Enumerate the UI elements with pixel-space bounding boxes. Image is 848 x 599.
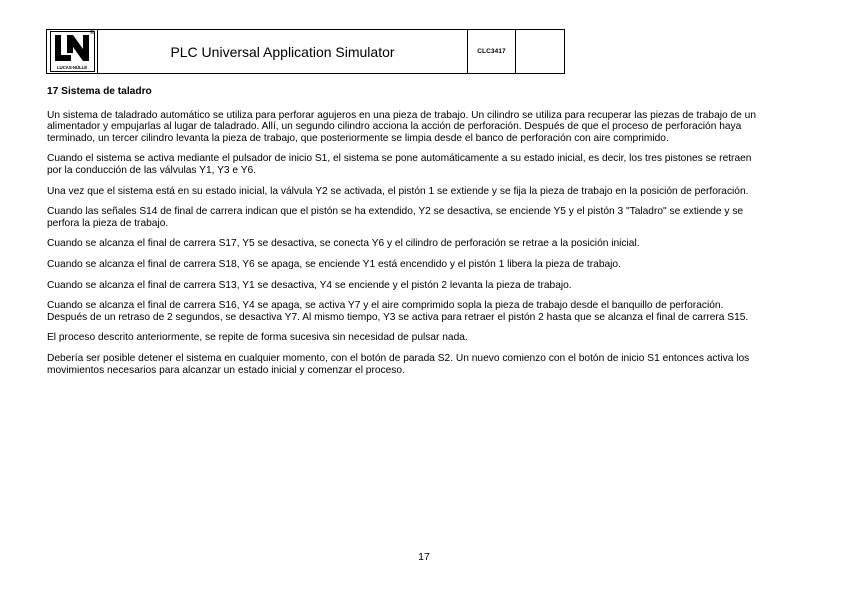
header-table [46, 29, 565, 74]
paragraph-s17: Cuando se alcanza el final de carrera S17, Y5 se desactiva, se conecta Y6 y el cilindro de perforación se retrae a la posición inicial. [47, 238, 640, 250]
logo-cell [47, 30, 98, 73]
section-heading: 17 Sistema de taladro [47, 86, 152, 97]
paragraph-s18: Cuando se alcanza el final de carrera S18, Y6 se apaga, se enciende Y1 está encendido y el pistón 1 libera la pieza de trabajo. [47, 258, 621, 270]
paragraph-initial-state: Cuando el sistema se activa mediante el pulsador de inicio S1, el sistema se pone automáticamente a su estado inicial, es decir, los tres pistones se retraen por la conducción de las válvulas Y1, Y3 e Y6. [47, 153, 752, 176]
document-body [47, 86, 757, 385]
registered-mark: ® [90, 30, 95, 36]
blank-cell [516, 30, 564, 73]
paragraph-stop: Debería ser posible detener el sistema en cualquier momento, con el botón de parada S2. Un nuevo comienzo con el botón de inicio S1 entonces activa los movimientos necesarios para alcanzar un estado inicial y comenzar el proceso. [47, 352, 750, 376]
page-number: 17 [418, 551, 430, 563]
product-code: CLC3417 [468, 30, 516, 73]
paragraph-repeat: El proceso descrito anteriormente, se repite de forma sucesiva sin necesidad de pulsar nada. [47, 332, 468, 344]
logo-wordmark: LUCAS-NÜLLE [56, 65, 88, 70]
paragraph-valve-y2: Una vez que el sistema está en su estado inicial, la válvula Y2 se activada, el pistón 1 se extiende y se fija la pieza de trabajo en la posición de perforación. [47, 185, 749, 197]
paragraph-s16: Cuando se alcanza el final de carrera S16, Y4 se apaga, se activa Y7 y el aire comprimido sopla la pieza de trabajo desde el banquillo de perforación. Después de un retraso de 2 segundos, se desactiva Y7. Al mismo tiempo, Y3 se activa para retraer el pistón 2 hasta que se alcanza el final de carrera S15. [47, 300, 749, 323]
paragraph-s14: Cuando las señales S14 de final de carrera indican que el pistón se ha extendido, Y2 se desactiva, se enciende Y5 y el pistón 3 "Taladro" se extiende y se perfora la pieza de trabajo. [47, 206, 744, 229]
document-title: PLC Universal Application Simulator [98, 30, 468, 73]
paragraph-intro: Un sistema de taladrado automático se utiliza para perforar agujeros en una pieza de trabajo. Un cilindro se utiliza para recuperar las piezas de trabajo de un alimentador y empujarlas al lugar de taladrado. Allí, un segundo cilindro acciona la acción de perforación. Después de que el proceso de perforación haya terminado, un tercer cilindro levanta la pieza de trabajo, que posteriormente se limpia desde el banco de perforación con aire comprimido. [47, 109, 757, 144]
lucas-nulle-logo [50, 31, 95, 72]
ln-logo-icon [53, 33, 93, 63]
paragraph-s13: Cuando se alcanza el final de carrera S13, Y1 se desactiva, Y4 se enciende y el pistón 2 levanta la pieza de trabajo. [47, 279, 572, 291]
